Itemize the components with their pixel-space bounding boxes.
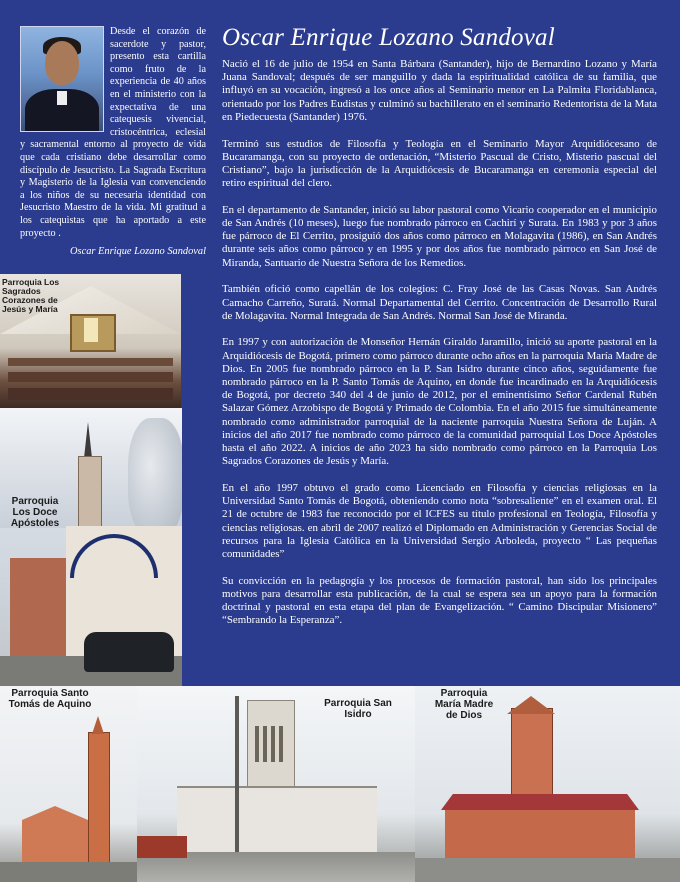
intro-text: Desde el corazón de sacerdote y pastor, presento esta cartilla como fruto de la experiencia de 40 años en el ministerio con la expectativa de una catequesis vivencial, cristocéntrica, eclesial y sacramental entorno al proyecto de vida que cada cristiano debe desarrollar como discípulo de Jesucristo. La Sagrada Escritura y Magisterio de la Iglesia van convenciendo a los niños de su necesaria identidad con Jesucristo Maestro de la vida. Mi gratitud a los catequistas que ha aportado a este proyecto . xyxy=(20,26,206,239)
intro-signature: Oscar Enrique Lozano Sandoval xyxy=(70,246,206,258)
bio-paragraph: Su convicción en la pedagogía y los procesos de formación pastoral, han sido los principales motivos para desarrollar esta publicación, de la cual se espera sea un apoyo para la formación doctrinal y pastoral en esta etapa del plan de Evangelización. “ Camino Discipular Misionero” “Sembrando la Esperanza”. xyxy=(222,574,657,627)
photo-caption: Parroquia San Isidro xyxy=(324,698,392,720)
bio-paragraph: En 1997 y con autorización de Monseñor Hernán Giraldo Jaramillo, inició su aporte pastoral en la Arquidiócesis de Bogotá, primero como párroco durante ocho años en la parroquia María Madre de Dios. En 2005 fue nombrado párroco en la P. San Isidro durante cinco años, seguidamente fue nombrado párroco en la P. Santo Tomás de Aquino, en donde fue incardinado en la Arquidiócesis de Bogotá, por decreto 340 del 4 de junio de 2012, por el eminentísimo Señor Cardenal Rubén Salazar Gómez Arzobispo de Bogotá y Primado de Colombia. En el año 2015 fue simultáneamente nombrado como administrador parroquial de la naciente parroquia Nuestra Señora de Luján. A inicios del año 2017 fue nombrado como párroco de la comunidad parroquial Los Doce Apóstoles hasta el año 2022. A inicios de año 2023 ha sido nombrado como párroco en la Parroquia Los Sagrados Corazones de Jesús y María. xyxy=(222,336,657,468)
intro-block xyxy=(20,26,206,259)
page-title: Oscar Enrique Lozano Sandoval xyxy=(222,24,555,51)
bio-paragraph: Nació el 16 de julio de 1954 en Santa Bárbara (Santander), hijo de Bernardino Lozano y María Juana Sandoval; después de ser manguillo y dada la espiritualidad católica de su familia, que influyó en su vocación, ingresó a los once años al Seminario menor en La Palmita Floridablanca, orientado por los Padres Eudistas y culminó su bachillerato en el seminario Redentorista de la Mata en Piedecuesta (Santander) 1976. xyxy=(222,58,657,123)
photo-caption: Parroquia Los Sagrados Corazones de Jesús y María xyxy=(2,277,60,314)
photo-caption: Parroquia Los Doce Apóstoles xyxy=(10,496,60,529)
photo-sagrados-corazones xyxy=(0,274,181,408)
photo-maria-madre xyxy=(415,686,680,882)
photo-caption: Parroquia Santo Tomás de Aquino xyxy=(8,688,92,710)
photo-caption: Parroquia María Madre de Dios xyxy=(434,688,494,721)
bio-paragraph: Terminó sus estudios de Filosofía y Teología en el Seminario Mayor Arquidiócesano de Bucaramanga, con su proyecto de ordenación, “Misterio Pascual de Cristo, Misterio pascual del Cristiano”, bajo la jurisdicción de la Arquidiócesis de Bucaramanga en ceremonia especial del retiro espiritual del clero. xyxy=(222,137,657,190)
photo-san-isidro xyxy=(137,686,415,882)
biography xyxy=(222,58,657,641)
photo-doce-apostoles xyxy=(0,408,182,686)
bio-paragraph: En el departamento de Santander, inició su labor pastoral como Vicario cooperador en el municipio de San Andrés (10 meses), luego fue nombrado párroco en Cachirí y Surata. En 1983 y por 3 años fue párroco de El Cerrito, prosiguió dos años como párroco en Molagavita (1986), en San Andrés durante seis años como párroco y en 1995 y por dos años fue nombrado párroco en San José de Miranda, Santuario de Nuestra Señora de los Remedios. xyxy=(222,203,657,269)
bio-paragraph: En el año 1997 obtuvo el grado como Licenciado en Filosofía y ciencias religiosas en la Universidad Santo Tomás de Bogotá, obteniendo como nota “sobresaliente” en el examen oral. El 21 de octubre de 1983 fue reconocido por el ICFES su título profesional en Teología, Filosofía y ciencias religiosas. en abril de 2007 realizó el Diplomado en Administración y Gerencias Social de recursos para la Iglesia Católica en la Universidad Sergio Arboleda, proyecto “ Las pequeñas comunidades” xyxy=(222,481,657,560)
author-portrait xyxy=(20,26,104,132)
photo-santo-tomas xyxy=(0,686,137,882)
bio-paragraph: También ofició como capellán de los colegios: C. Fray José de las Casas Novas. San Andrés Camacho Carreño, Suratá. Normal Departamental del Cerrito. Concentración de Desarrollo Rural de Molagavita. Normal Integrada de San Andrés. Normal San José de Miranda. xyxy=(222,283,657,322)
